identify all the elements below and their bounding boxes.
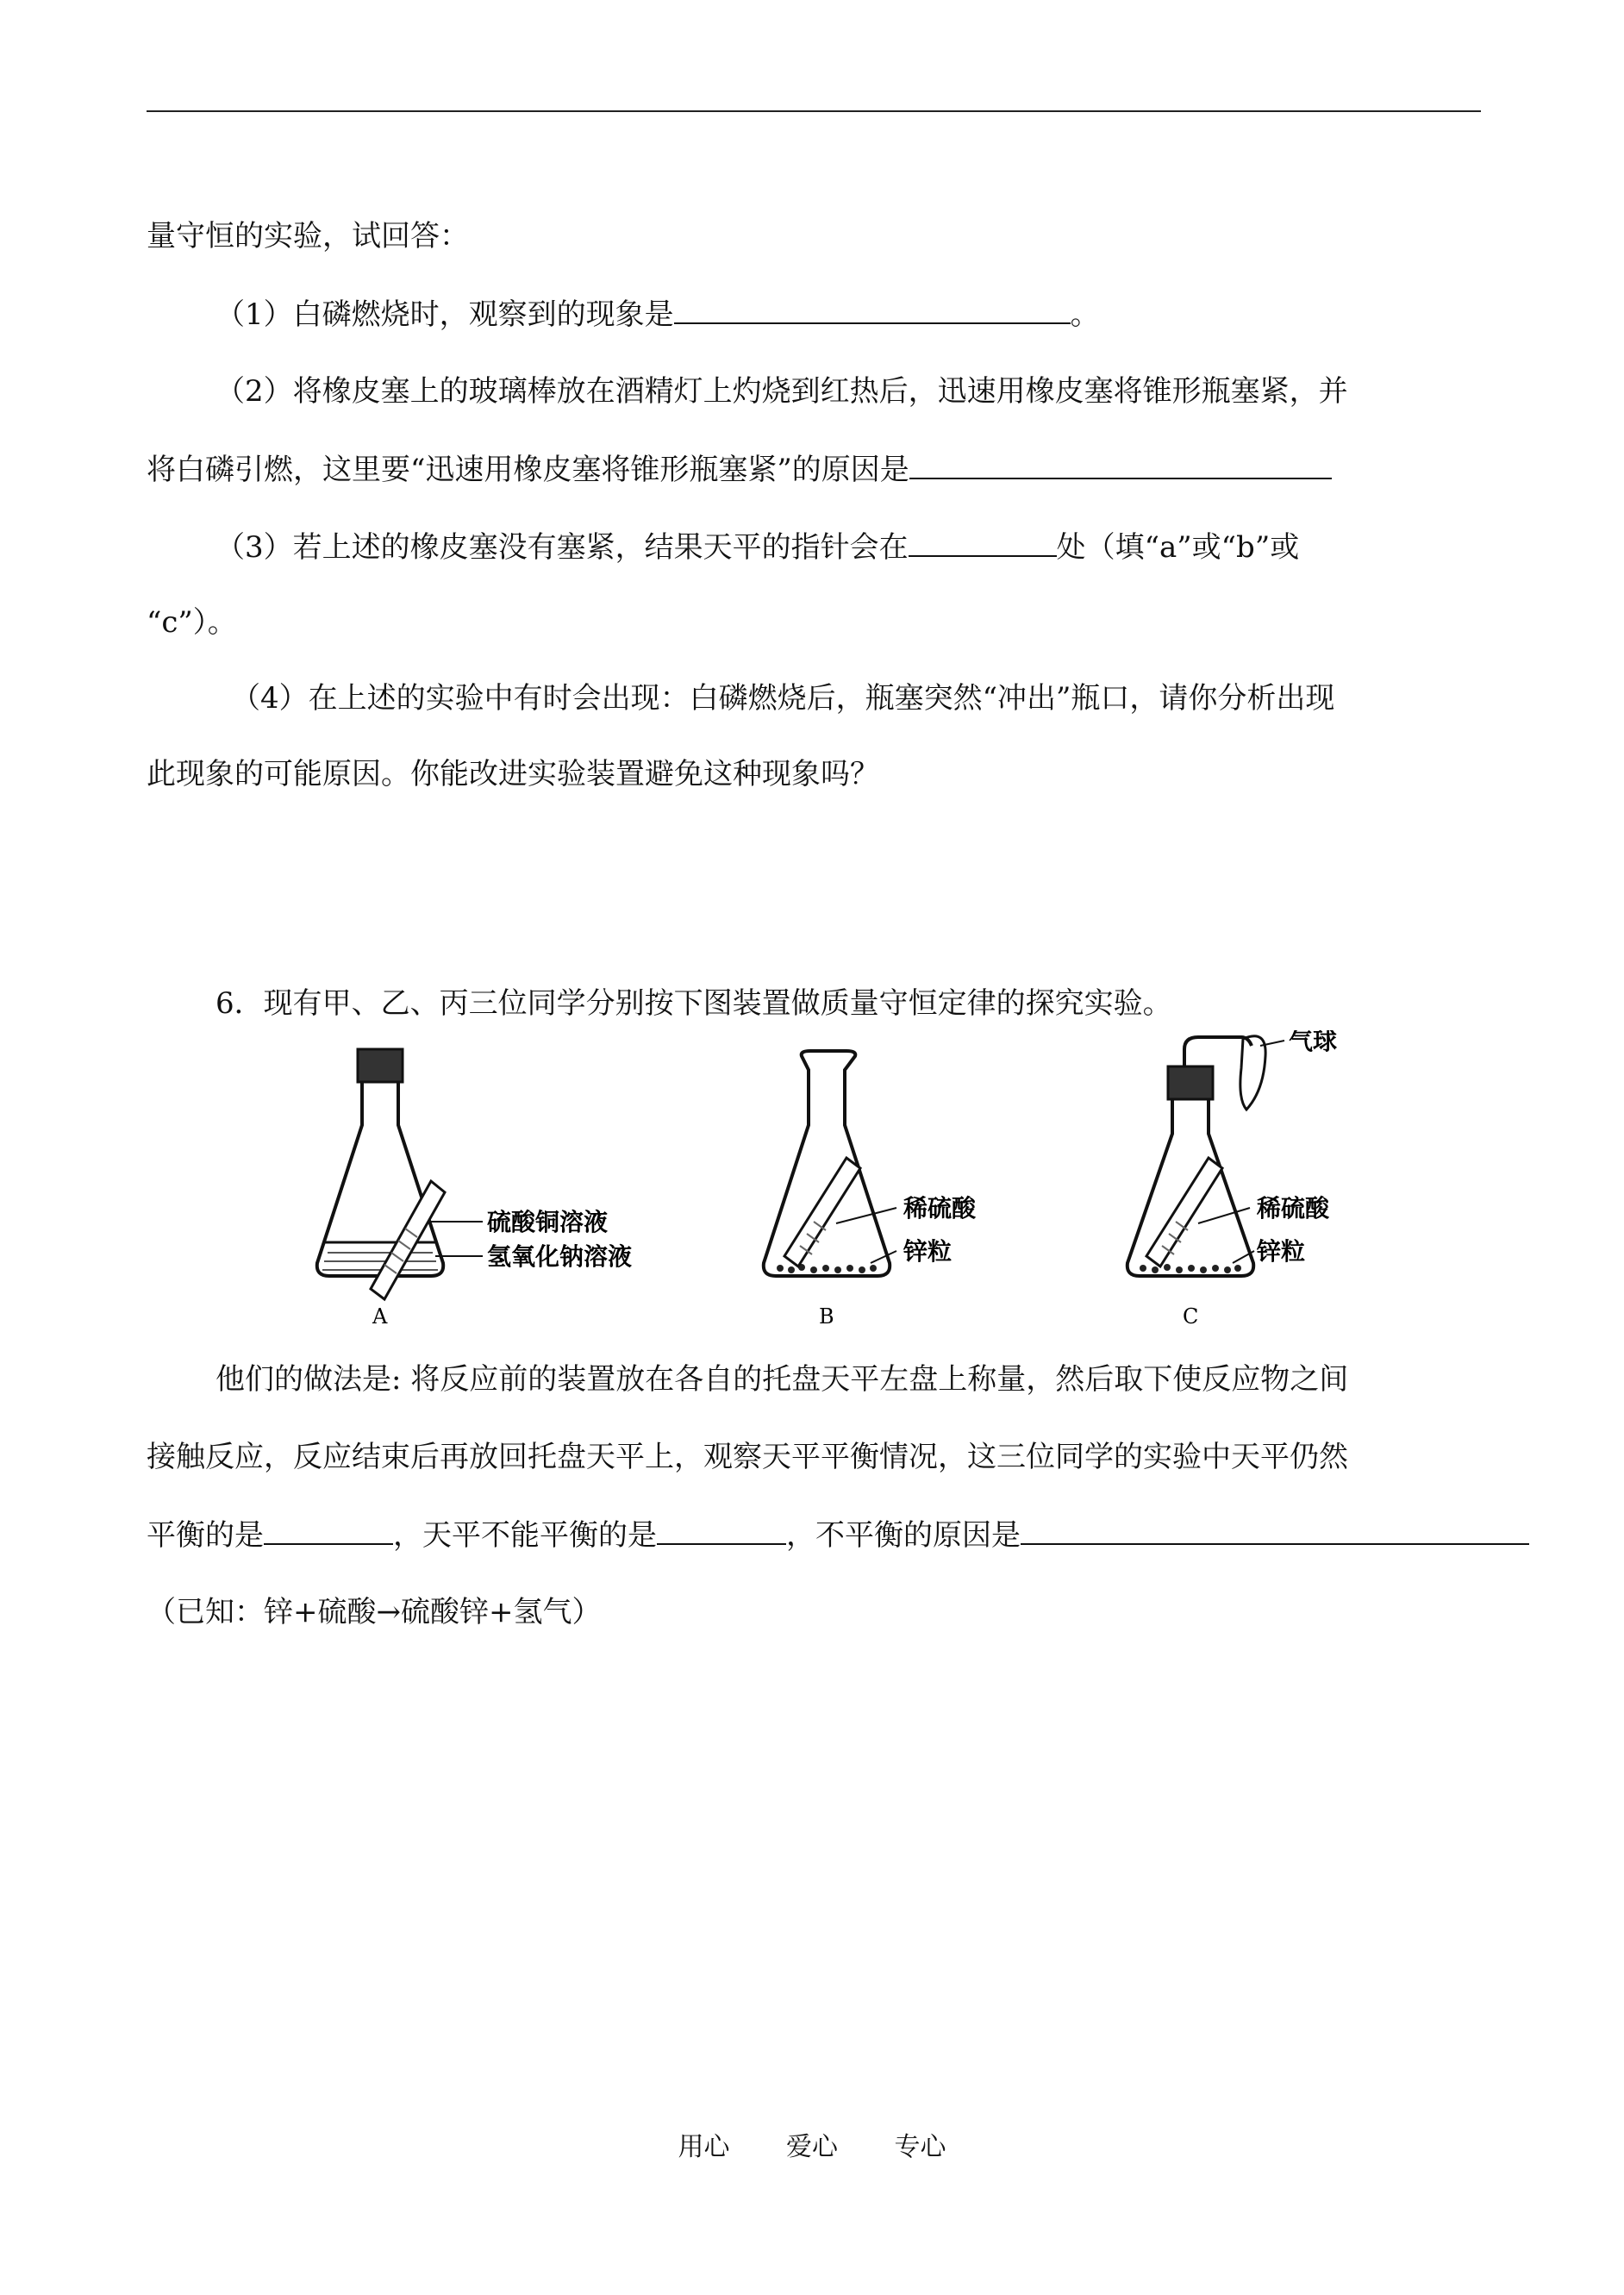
test-tube-b: [784, 1158, 860, 1266]
flask-diagram: [302, 1030, 1422, 1341]
answer-blank-balanced[interactable]: [264, 1516, 393, 1545]
caption-b: B: [819, 1304, 834, 1329]
answer-blank-2[interactable]: [909, 450, 1332, 479]
known-reaction: （已知：锌+硫酸→硫酸锌+氢气）: [147, 1595, 602, 1629]
continued-text: 量守恒的实验，试回答：: [147, 219, 469, 253]
test-tube-a: [371, 1181, 445, 1299]
question-2-line-2: [147, 450, 1332, 489]
answer-blank-unbalanced[interactable]: [657, 1516, 786, 1545]
answer-blank-reason[interactable]: [1021, 1516, 1529, 1545]
label-balloon: 气球: [1289, 1030, 1338, 1055]
balanced-label: 平衡的是: [147, 1518, 264, 1553]
stopper-a: [358, 1049, 403, 1082]
question-2-line-1: （2）将橡皮塞上的玻璃棒放在酒精灯上灼烧到红热后，迅速用橡皮塞将锥形瓶塞紧，并: [215, 374, 1348, 409]
question-1-end: 。: [1070, 297, 1100, 332]
label-dilute-sulfuric-acid-b: 稀硫酸: [903, 1194, 977, 1223]
question-4-line-2: 此现象的可能原因。你能改进实验装置避免这种现象吗？: [147, 757, 879, 791]
method-line-1: 他们的做法是: 将反应前的装置放在各自的托盘天平左盘上称量，然后取下使反应物之间: [215, 1362, 1349, 1397]
answer-blank-3[interactable]: [909, 528, 1057, 557]
caption-c: C: [1183, 1304, 1199, 1329]
flask-a: [317, 1049, 632, 1329]
label-sodium-hydroxide: 氢氧化钠溶液: [487, 1242, 633, 1271]
page-footer: [0, 2125, 1624, 2163]
question-6-title: 6．现有甲、乙、丙三位同学分别按下图装置做质量守恒定律的探究实验。: [215, 986, 1172, 1021]
caption-a: A: [372, 1304, 388, 1329]
label-zinc-c: 锌粒: [1257, 1237, 1306, 1266]
label-copper-sulfate: 硫酸铜溶液: [487, 1208, 609, 1236]
balloon: [1240, 1036, 1265, 1110]
question-2-text: 将白磷引燃，这里要“迅速用橡皮塞将锥形瓶塞紧”的原因是: [147, 453, 909, 487]
experiment-figure: [302, 1030, 1422, 1341]
question-3-text: （3）若上述的橡皮塞没有塞紧，结果天平的指针会在: [215, 530, 909, 565]
unbalanced-label: ，天平不能平衡的是: [393, 1518, 657, 1553]
question-3-line-1: [215, 528, 1299, 566]
flask-b: [764, 1051, 977, 1329]
question-1: [215, 295, 1100, 334]
question-3-options: 处（填“a”或“b”或: [1056, 530, 1300, 565]
stopper-c: [1168, 1066, 1213, 1099]
flask-c: [1127, 1030, 1337, 1329]
label-zinc-b: 锌粒: [903, 1237, 953, 1266]
method-line-2: 接触反应，反应结束后再放回托盘天平上，观察天平平衡情况，这三位同学的实验中天平仍然: [147, 1440, 1348, 1474]
answer-blank-1[interactable]: [674, 295, 1071, 324]
question-4-line-1: （4）在上述的实验中有时会出现：白磷燃烧后，瓶塞突然“冲出”瓶口，请你分析出现: [231, 681, 1335, 716]
footer-2: 爱心: [786, 2132, 838, 2162]
question-3-line-2: “c”）。: [147, 605, 237, 640]
footer-3: 专心: [894, 2132, 946, 2162]
method-line-3: [147, 1516, 1529, 1554]
footer-1: 用心: [678, 2132, 730, 2162]
question-1-text: （1）白磷燃烧时，观察到的现象是: [215, 297, 674, 332]
header-rule: [147, 110, 1481, 112]
reason-label: ，不平衡的原因是: [786, 1518, 1021, 1553]
label-dilute-sulfuric-acid-c: 稀硫酸: [1257, 1194, 1330, 1223]
